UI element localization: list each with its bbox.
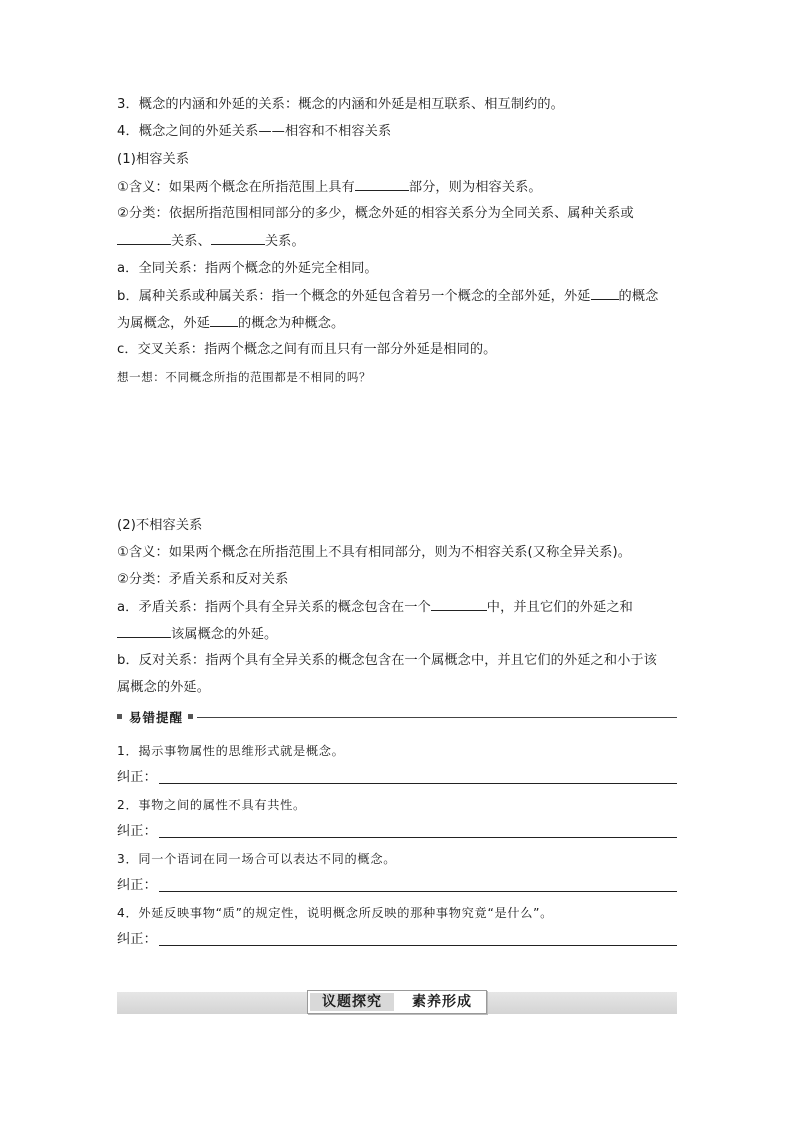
- fill-blank[interactable]: [117, 625, 171, 638]
- text-line: 属概念的外延。: [117, 680, 211, 695]
- text-fragment: a．矛盾关系：指两个具有全异关系的概念包含在一个: [117, 600, 431, 615]
- banner-title-right: 素养形成: [412, 994, 472, 1010]
- text-fragment: 部分，则为相容关系。: [408, 180, 542, 195]
- think-prompt: 想一想：不同概念所指的范围都是不相同的吗？: [117, 370, 372, 384]
- tip-item: 4．外延反映事物“质”的规定性，说明概念所反映的那种事物究竟“是什么”。: [117, 906, 554, 920]
- fill-blank[interactable]: [431, 598, 487, 611]
- text-line: c．交叉关系：指两个概念之间有而且只有一部分外延是相同的。: [117, 342, 497, 357]
- text-fragment: 为属概念，外延: [117, 316, 211, 331]
- text-line: [117, 598, 633, 617]
- divider: [197, 717, 677, 718]
- text-line: [117, 314, 344, 333]
- fix-answer-line[interactable]: [159, 891, 677, 892]
- text-line: ②分类：依据所指范围相同部分的多少，概念外延的相容关系分为全同关系、属种关系或: [117, 206, 634, 221]
- fix-label: 纠正：: [117, 878, 157, 893]
- tip-item: 1．揭示事物属性的思维形式就是概念。: [117, 744, 345, 758]
- text-fragment: 该属概念的外延。: [171, 627, 278, 642]
- text-line: 4．概念之间的外延关系——相容和不相容关系: [117, 124, 392, 139]
- fix-answer-line[interactable]: [159, 837, 677, 838]
- text-line: [117, 178, 542, 197]
- text-fragment: 的概念: [618, 289, 659, 304]
- text-fragment: ①含义：如果两个概念在所指范围上具有: [117, 180, 355, 195]
- square-bullet-icon: [117, 714, 122, 719]
- fill-blank[interactable]: [211, 232, 265, 245]
- fix-label: 纠正：: [117, 770, 157, 785]
- tip-item: 2．事物之间的属性不具有共性。: [117, 798, 306, 812]
- text-fragment: 关系。: [264, 234, 305, 249]
- text-line: [117, 232, 305, 251]
- text-line: a．全同关系：指两个概念的外延完全相同。: [117, 261, 378, 276]
- text-fragment: 的概念为种概念。: [238, 316, 345, 331]
- text-fragment: 中，并且它们的外延之和: [486, 600, 633, 615]
- section-heading-compatible: (1)相容关系: [117, 152, 190, 167]
- text-line: ①含义：如果两个概念在所指范围上不具有相同部分，则为不相容关系(又称全异关系)。: [117, 545, 632, 560]
- banner-title-box: [307, 990, 487, 1014]
- text-line: b．反对关系：指两个具有全异关系的概念包含在一个属概念中，并且它们的外延之和小于该: [117, 653, 657, 668]
- text-fragment: b．属种关系或种属关系：指一个概念的外延包含着另一个概念的全部外延，外延: [117, 289, 591, 304]
- section-heading-incompatible: (2)不相容关系: [117, 518, 203, 533]
- text-line: [117, 287, 658, 306]
- text-line: ②分类：矛盾关系和反对关系: [117, 572, 289, 587]
- text-line: 3．概念的内涵和外延的关系：概念的内涵和外延是相互联系、相互制约的。: [117, 97, 564, 112]
- error-tips-title: 易错提醒: [129, 710, 184, 725]
- tip-item: 3．同一个语词在同一场合可以表达不同的概念。: [117, 852, 397, 866]
- fix-answer-line[interactable]: [159, 783, 677, 784]
- fill-blank[interactable]: [355, 178, 409, 191]
- text-fragment: 关系、: [171, 234, 211, 249]
- fix-label: 纠正：: [117, 824, 157, 839]
- fill-blank[interactable]: [117, 232, 171, 245]
- banner-title-left: 议题探究: [310, 993, 394, 1011]
- error-tips-header: [117, 709, 677, 725]
- fill-blank[interactable]: [210, 314, 238, 327]
- fill-blank[interactable]: [591, 287, 619, 300]
- square-bullet-icon: [188, 714, 193, 719]
- fix-answer-line[interactable]: [159, 945, 677, 946]
- fix-label: 纠正：: [117, 932, 157, 947]
- text-line: [117, 625, 277, 644]
- section-banner: [117, 992, 677, 1014]
